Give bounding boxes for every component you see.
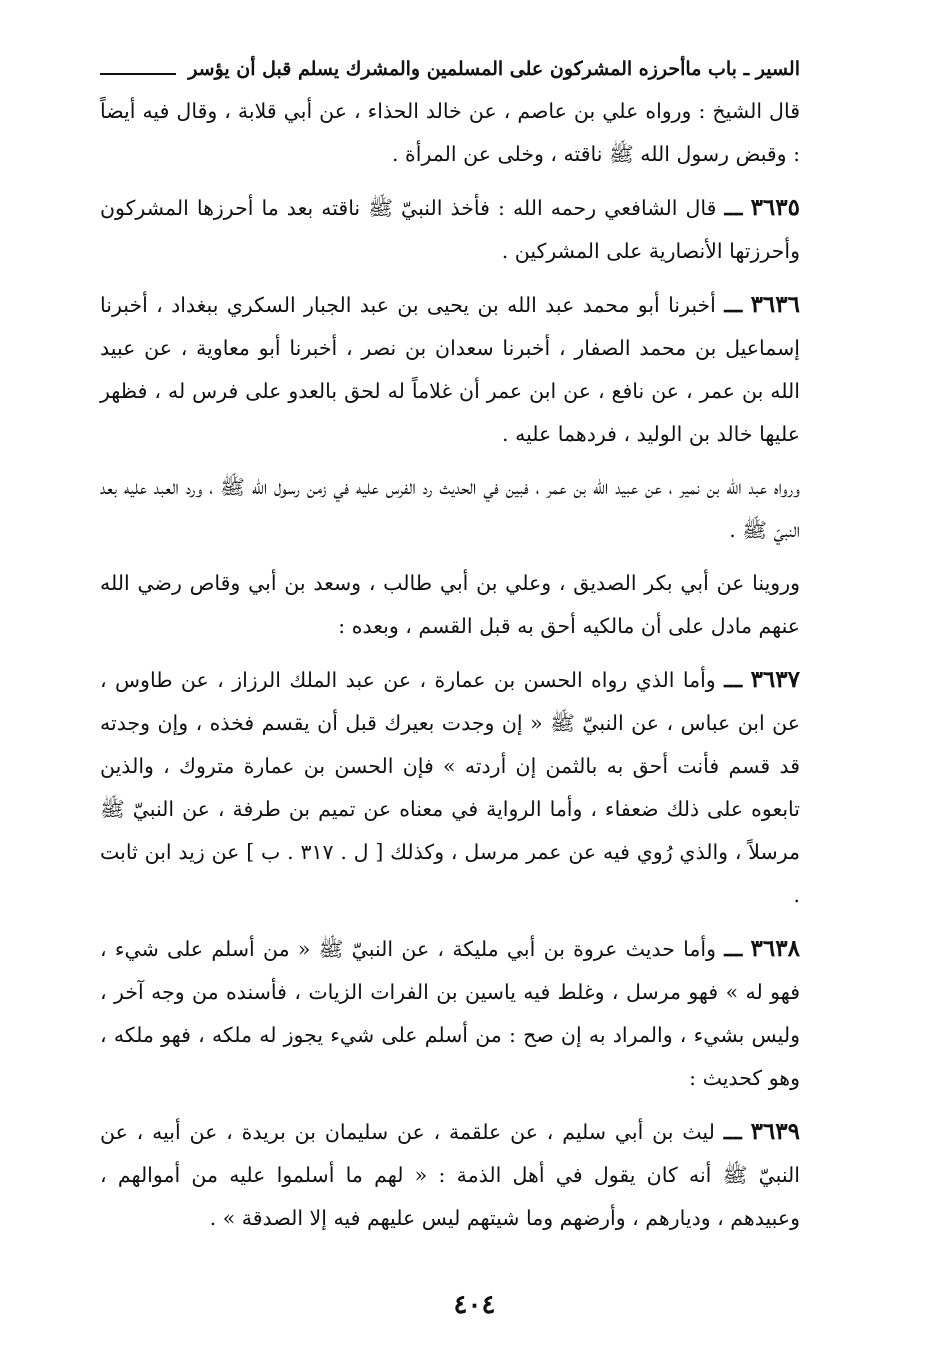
number-dash: ـــ xyxy=(724,668,743,692)
paragraph-text: ورواه عبد الله بن نمير ، عن عبيد الله بن عمر ، فبين في الحديث رد الفرس عليه في زمن رسول الله ﷺ ، ورد العبد عليه بعد النبيّ ﷺ . xyxy=(100,475,800,542)
paragraph xyxy=(100,1110,800,1240)
paragraph xyxy=(100,562,800,648)
header-rule xyxy=(100,73,176,75)
number-dash: ـــ xyxy=(724,293,743,317)
page-body xyxy=(100,92,800,1250)
paragraph-text: وأما حديث عروة بن أبي مليكة ، عن النبيّ ﷺ « من أسلم على شيء ، فهو له » فهو مرسل ، وغلط فيه ياسين بن الفرات الزيات ، فأسنده من وجه آخر ، وليس بشيء ، والمراد به إن صح : من أسلم على شيء يجوز له ملكه ، فهو ملكه ، وهو كحديث : xyxy=(100,937,800,1090)
number-dash: ـــ xyxy=(724,937,743,961)
hadith-number: ٣٦٣٥ xyxy=(750,194,800,221)
paragraph xyxy=(100,658,800,917)
paragraph xyxy=(100,466,800,552)
running-header xyxy=(100,52,800,86)
paragraph xyxy=(100,90,800,176)
paragraph-text: وروينا عن أبي بكر الصديق ، وعلي بن أبي طالب ، وسعد بن أبي وقاص رضي الله عنهم مادل على أن مالكيه أحق به قبل القسم ، وبعده : xyxy=(100,571,800,638)
paragraph-text: قال الشافعي رحمه الله : فأخذ النبيّ ﷺ ناقته بعد ما أحرزها المشركون وأحرزتها الأنصارية على المشركين . xyxy=(100,196,800,263)
running-title: السير ـ باب ماأحرزه المشركون على المسلمين والمشرك يسلم قبل أن يؤسر xyxy=(188,58,800,80)
hadith-number: ٣٦٣٩ xyxy=(750,1118,800,1145)
paragraph-text: أخبرنا أبو محمد عبد الله بن يحيى بن عبد الجبار السكري ببغداد ، أخبرنا إسماعيل بن محمد الصفار ، أخبرنا سعدان بن نصر ، أخبرنا أبو معاوية ، عن عبيد الله بن عمر ، عن نافع ، عن ابن عمر أن غلاماً له لحق بالعدو على فرس له ، فظهر عليها خالد بن الوليد ، فردهما عليه . xyxy=(100,293,800,446)
paragraph xyxy=(100,927,800,1100)
hadith-number: ٣٦٣٧ xyxy=(750,666,800,693)
paragraph-text: وأما الذي رواه الحسن بن عمارة ، عن عبد الملك الرزاز ، عن طاوس ، عن ابن عباس ، عن النبيّ ﷺ « إن وجدت بعيرك قبل أن يقسم فخذه ، وإن وجدته قد قسم فأنت أحق به بالثمن إن أردته » فإن الحسن بن عمارة متروك ، والذين تابعوه على ذلك ضعفاء ، وأما الرواية في معناه عن تميم بن طرفة ، عن النبيّ ﷺ مرسلاً ، والذي رُوي فيه عن عمر مرسل ، وكذلك [ ل . ٣١٧ . ب ] عن زيد ابن ثابت . xyxy=(100,668,800,907)
number-dash: ـــ xyxy=(724,196,743,220)
paragraph xyxy=(100,186,800,273)
hadith-number: ٣٦٣٦ xyxy=(750,291,800,318)
number-dash: ـــ xyxy=(723,1120,742,1144)
paragraph-text: ليث بن أبي سليم ، عن علقمة ، عن سليمان بن بريدة ، عن أبيه ، عن النبيّ ﷺ أنه كان يقول في أهل الذمة : « لهم ما أسلموا عليه من أموالهم ، وعبيدهم ، وديارهم ، وأرضهم وما شيتهم ليس عليهم فيه إلا الصدقة » . xyxy=(100,1120,800,1230)
hadith-number: ٣٦٣٨ xyxy=(750,935,800,962)
page-number: ٤٠٤ xyxy=(453,1290,496,1320)
paragraph xyxy=(100,283,800,456)
paragraph-text: قال الشيخ : ورواه علي بن عاصم ، عن خالد الحذاء ، عن أبي قلابة ، وقال فيه أيضاً : وقبض رسول الله ﷺ ناقته ، وخلى عن المرأة . xyxy=(100,99,800,166)
